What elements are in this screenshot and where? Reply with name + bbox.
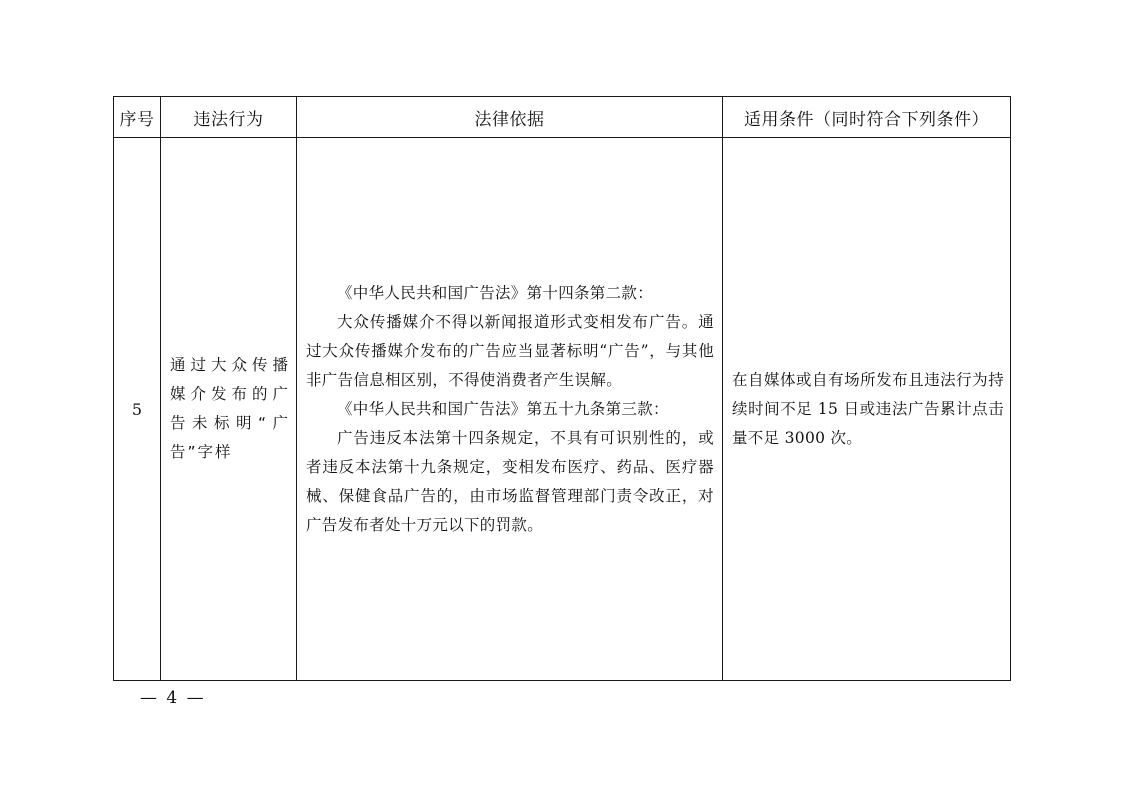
law-paragraph: 广告违反本法第十四条规定，不具有可识别性的，或者违反本法第十九条规定，变相发布医疗、药品、医疗器械、保健食品广告的，由市场监督管理部门责令改正，对广告发布者处十万元以下的罚款。	[306, 428, 714, 534]
header-conditions: 适用条件（同时符合下列条件）	[723, 97, 1011, 138]
table-row	[114, 138, 1011, 681]
law-paragraph: 大众传播媒介不得以新闻报道形式变相发布广告。通过大众传播媒介发布的广告应当显著标明“广告”，与其他非广告信息相区别，不得使消费者产生误解。	[306, 312, 714, 389]
header-seq: 序号	[114, 97, 161, 138]
violation-table	[113, 96, 1011, 681]
law-paragraph: 《中华人民共和国广告法》第十四条第二款：	[337, 283, 654, 302]
page-number: — 4 —	[140, 688, 206, 708]
header-violation: 违法行为	[161, 97, 297, 138]
cell-legal-basis	[297, 138, 723, 681]
cell-conditions: 在自媒体或自有场所发布且违法行为持续时间不足 15 日或违法广告累计点击量不足 3000 次。	[723, 138, 1011, 681]
header-legal-basis: 法律依据	[297, 97, 723, 138]
law-paragraph: 《中华人民共和国广告法》第五十九条第三款：	[337, 399, 669, 418]
cell-violation: 通过大众传播媒介发布的广告未标明“广告”字样	[161, 138, 297, 681]
cell-seq: 5	[114, 138, 161, 681]
table-header-row	[114, 97, 1011, 138]
